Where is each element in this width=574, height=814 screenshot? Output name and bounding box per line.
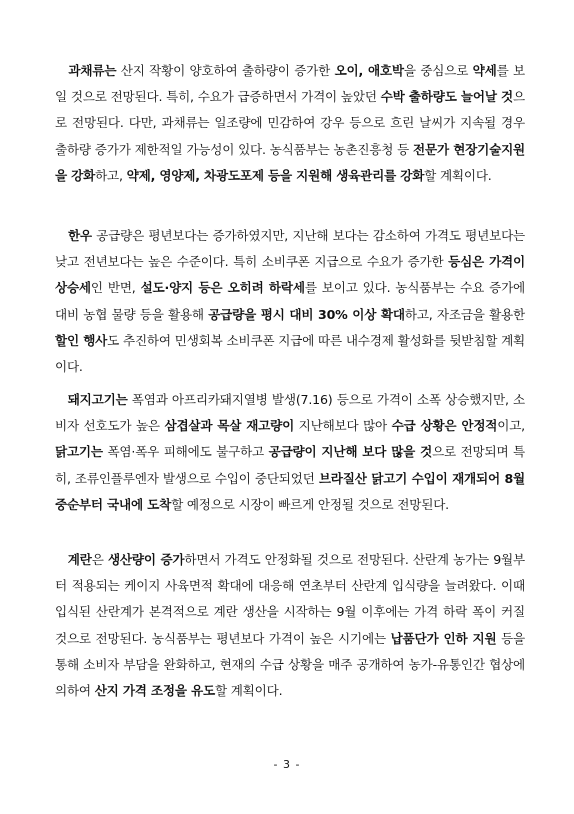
text-run: 하고, <box>95 167 127 183</box>
text-run: 을 중심으로 <box>403 63 473 78</box>
text-run: 도 추진하여 민생회복 소비쿠폰 지급에 따른 내수경제 활성화를 뒷받침할 계획이다. <box>55 332 525 375</box>
paragraph-eggs <box>55 547 529 704</box>
paragraph-pork-chicken <box>55 387 530 518</box>
text-run: 인 반면, <box>90 280 141 296</box>
bold-text-run: 설도·양지 등은 오히려 하락세 <box>140 280 305 296</box>
text-run <box>55 392 68 407</box>
text-run: 폭염과 아프리카돼지열병 발생(7.16) 등으로 가격이 소폭 상승했지만, 소비자 선호도가 높은 <box>55 392 525 434</box>
text-run <box>55 552 68 567</box>
bold-text-run: 계란 <box>67 552 92 567</box>
bold-text-run: 수박 출하량도 늘어날 것 <box>380 89 514 105</box>
text-run: 지난해보다 많아 <box>294 418 392 434</box>
bold-text-run: 약제, 영양제, 차광도포제 등을 지원해 생육관리를 강화 <box>126 167 425 183</box>
text-run: 폭염·폭우 피해에도 불구하고 <box>102 444 269 460</box>
bold-text-run: 닭고기는 <box>55 444 103 460</box>
bold-text-run: 등심은 가격이 상승세 <box>55 254 530 296</box>
bold-text-run: 수급 상황은 안정적 <box>391 418 498 434</box>
text-run <box>55 228 68 243</box>
text-run: 산지 작황이 양호하여 출하량이 증가한 <box>116 63 335 78</box>
text-run: 를 보이고 있다. 농식품부는 수요 증가에 대비 농협 물량 등을 활용해 <box>55 280 529 322</box>
bold-text-run: 오이, 애호박 <box>334 63 404 78</box>
bold-text-run: 브라질산 닭고기 수입이 재개되어 8월 중순부터 국내에 도착 <box>55 470 530 512</box>
text-run: 등을 통해 소비자 부담을 완화하고, 현재의 수급 상황을 매주 공개하여 농가-유통인간 협상에 의하여 <box>55 630 529 699</box>
bold-text-run: 전문가 현장기술지원을 강화 <box>55 141 525 183</box>
bold-text-run: 납품단가 인하 지원 <box>390 630 497 646</box>
text-run: 으로 전망되며 특히, 조류인플루엔자 발생으로 수입이 중단되었던 <box>55 444 525 486</box>
text-run: 하면서 가격도 안정화될 것으로 전망된다. 산란계 농가는 9월부터 적용되는 케이지 사육면적 확대에 대응해 연초부터 산란계 입식량을 늘려왔다. 이때 입식된 산란계가 본격적으로 계란 생산을 시작하는 9월 이후에는 가격 하락 폭이 커질 것으로 전망된다. 농식품부는 평년보다 가격이 높은 시기에는 <box>55 552 529 646</box>
bold-text-run: 돼지고기는 <box>67 392 128 407</box>
text-run: 하고, 자조금을 활용한 <box>404 306 529 322</box>
paragraph-hanwoo-beef <box>55 223 530 380</box>
bold-text-run: 할인 행사 <box>55 332 108 348</box>
text-run: 공급량은 평년보다는 증가하였지만, 지난해 보다는 감소하여 가격도 평년보다는 낮고 전년보다는 높은 수준이다. 특히 소비쿠폰 지급으로 수요가 증가한 <box>55 228 529 270</box>
text-run <box>55 63 68 78</box>
bold-text-run: 공급량을 평시 대비 30% 이상 확대 <box>208 306 405 322</box>
text-run: 으로 전망된다. 다만, 과채류는 일조량에 민감하여 강우 등으로 흐린 날씨가 지속될 경우 출하량 증가가 제한적일 가능성이 있다. 농식품부는 농촌진흥청 등 <box>55 89 529 157</box>
page-number: - 3 - <box>273 758 301 771</box>
text-run: 할 예정으로 시장이 빠르게 안정될 것으로 전망된다. <box>171 496 449 512</box>
bold-text-run: 삼겹살과 목살 재고량이 <box>164 418 295 434</box>
text-run: 이고, <box>497 418 529 434</box>
text-run: 할 계획이다. <box>424 167 492 183</box>
bold-text-run: 과채류는 <box>68 63 117 78</box>
bold-text-run: 공급량이 지난해 보다 많을 것 <box>268 444 433 460</box>
text-run: 를 보일 것으로 전망된다. 특히, 수요가 급증하면서 가격이 높았던 <box>55 63 525 105</box>
text-run: 은 <box>91 552 108 567</box>
bold-text-run: 한우 <box>67 228 92 243</box>
paragraph-produce <box>55 58 529 189</box>
text-run: 할 계획이다. <box>214 683 283 699</box>
bold-text-run: 생산량이 증가 <box>107 552 185 567</box>
bold-text-run: 산지 가격 조정을 유도 <box>94 683 215 699</box>
bold-text-run: 약세 <box>472 63 497 78</box>
